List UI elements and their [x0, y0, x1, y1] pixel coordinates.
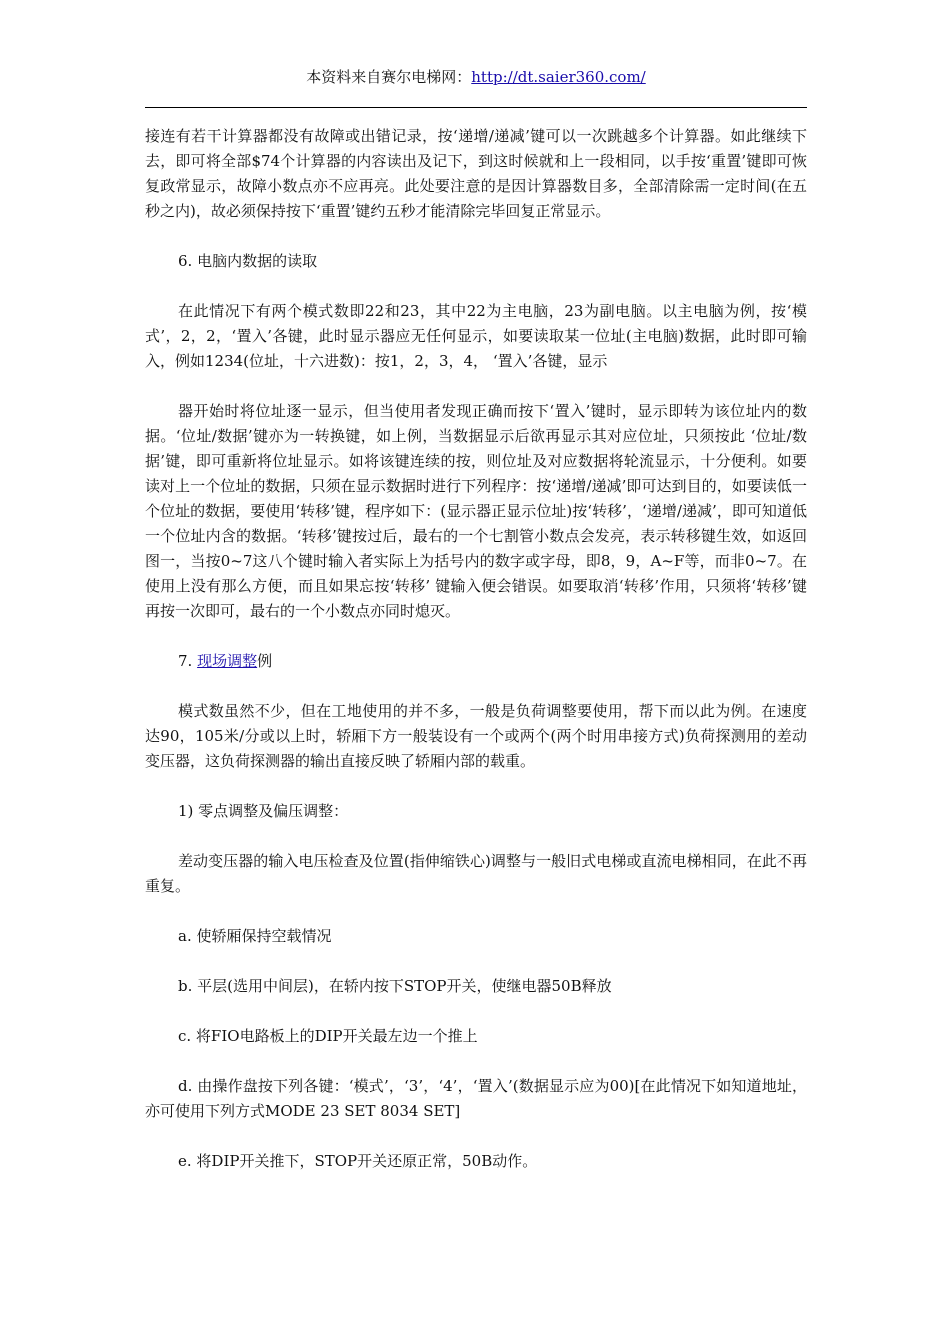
page-header [145, 66, 807, 88]
paragraph-transformer-check: 差动变压器的输入电压检查及位置(指伸缩铁心)调整与一般旧式电梯或直流电梯相同，在此不再重复。 [145, 852, 807, 895]
paragraph-gap [145, 674, 807, 699]
header-source-text: 本资料来自赛尔电梯网： [306, 68, 472, 86]
paragraph-gap [145, 624, 807, 649]
paragraph-gap [145, 274, 807, 299]
step-d: d. 由操作盘按下列各键：‘模式’，‘3’，‘4’，‘置入’(数据显示应为00)[在此情况下如知道地址，亦可使用下列方式MODE 23 SET 8034 SET] [145, 1077, 807, 1120]
step-a: a. 使轿厢保持空载情况 [178, 927, 332, 945]
subheading-zero-bias: 1) 零点调整及偏压调整： [178, 802, 349, 820]
section-7-link[interactable]: 现场调整 [197, 652, 258, 670]
paragraph-gap [145, 774, 807, 799]
paragraph-gap [145, 824, 807, 849]
step-e: e. 将DIP开关推下，STOP开关还原正常，50B动作。 [178, 1152, 538, 1170]
paragraph-gap [145, 899, 807, 924]
section-7-number: 7. [178, 652, 198, 670]
paragraph-address-display: 器开始时将位址逐一显示，但当使用者发现正确而按下‘置入’键时，显示即转为该位址内的数据。‘位址/数据’键亦为一转换键，如上例，当数据显示后欲再显示其对应位址，只须按此 ‘位址/数据’键，即可重新将位址显示。如将该键连续的按，则位址及对应数据将轮流显示，十分便利。如要读对上一个位址的数据，只须在显示数据时进行下列程序：按‘递增/递减’即可达到目的，如要读低一个位址的数据，要使用‘转移’键，程序如下：(显示器正显示位址)按‘转移’，‘递增/递减’，即可知道低一个位址内含的数据。‘转移’键按过后，最右的一个七割管小数点会发亮，表示转移键生效，如返回图一，当按0~7这八个键时输入者实际上为括号内的数字或字母，即8，9，A~F等，而非0~7。在使用上没有那么方便，而且如果忘按‘转移’ 键输入便会错误。如要取消‘转移’作用，只须将‘转移’键再按一次即可，最右的一个小数点亦同时熄灭。 [145, 402, 807, 620]
step-c: c. 将FIO电路板上的DIP开关最左边一个推上 [178, 1027, 478, 1045]
section-heading-7 [145, 649, 807, 674]
paragraph-gap [145, 1049, 807, 1074]
paragraph-gap [145, 374, 807, 399]
section-heading-6: 6. 电脑内数据的读取 [178, 252, 318, 270]
section-7-suffix: 例 [257, 652, 273, 670]
step-b: b. 平层(选用中间层)，在轿内按下STOP开关，使继电器50B释放 [178, 977, 612, 995]
paragraph-gap [145, 999, 807, 1024]
paragraph-gap [145, 949, 807, 974]
paragraph-gap [145, 224, 807, 249]
paragraph-load-adjustment: 模式数虽然不少，但在工地使用的并不多，一般是负荷调整要使用，帮下而以此为例。在速度达90，105米/分或以上时，轿厢下方一般装设有一个或两个(两个时用串接方式)负荷探测用的差动变压器，这负荷探测器的输出直接反映了轿厢内部的载重。 [145, 702, 807, 770]
paragraph-counter-clearing: 接连有若干计算器都没有故障或出错记录，按‘递增/递减’键可以一次跳越多个计算器。如此继续下去，即可将全部$74个计算器的内容读出及记下，到这时候就和上一段相同，以手按‘重置’键即可恢复政常显示，故障小数点亦不应再亮。此处要注意的是因计算器数目多，全部清除需一定时间(在五秒之内)，故必须保持按下‘重置’键约五秒才能清除完毕回复正常显示。 [145, 127, 807, 220]
paragraph-mode-numbers: 在此情况下有两个模式数即22和23，其中22为主电脑，23为副电脑。以主电脑为例，按‘模式’，2，2，‘置入’各键，此时显示器应无任何显示，如要读取某一位址(主电脑)数据，此时即可输入，例如1234(位址，十六进数)：按1，2，3，4， ‘置入’各键，显示 [145, 302, 807, 370]
document-body [145, 124, 807, 1174]
header-source-link[interactable]: http://dt.saier360.com/ [471, 68, 646, 86]
paragraph-gap [145, 1124, 807, 1149]
header-divider [145, 107, 807, 108]
